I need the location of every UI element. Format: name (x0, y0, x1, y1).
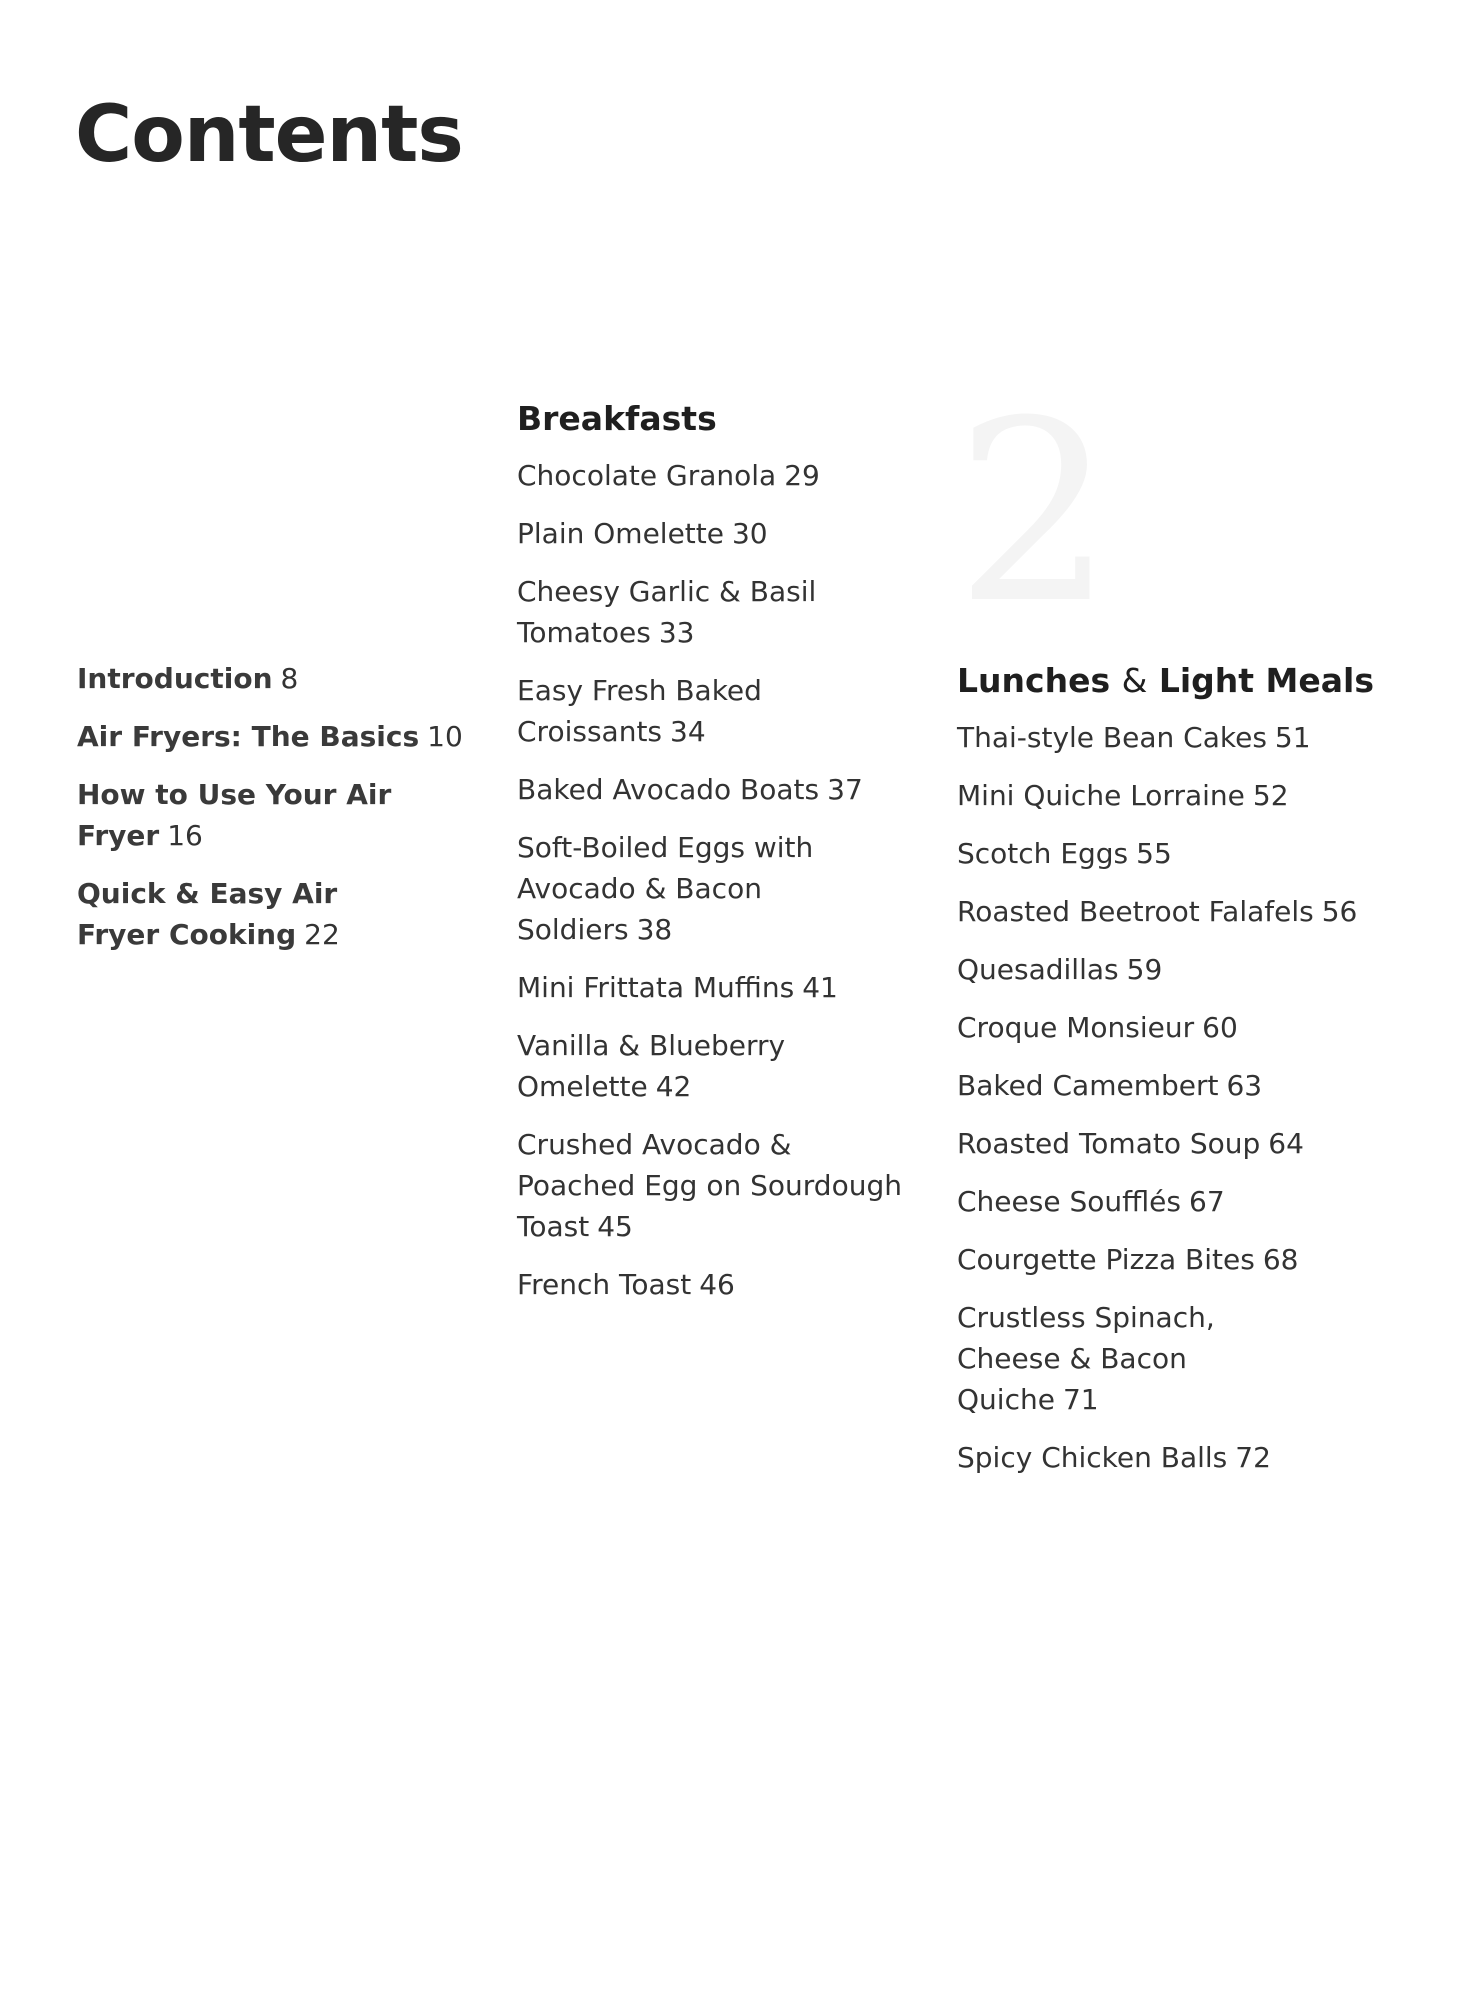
toc-entry[interactable] (517, 670, 907, 752)
toc-entry[interactable] (957, 1007, 1397, 1048)
toc-entry-quick-easy[interactable] (77, 873, 407, 955)
toc-entry-title: Roasted Beetroot Falafels (957, 894, 1314, 928)
toc-entry[interactable] (957, 717, 1397, 758)
toc-entry-title: Air Fryers: The Basics (77, 720, 420, 753)
toc-entry-page: 60 (1202, 1010, 1238, 1044)
toc-entry-page: 51 (1274, 720, 1311, 754)
toc-entry-page: 71 (1062, 1382, 1099, 1416)
toc-entry-page: 16 (167, 819, 203, 852)
section-heading-ampersand: & (1121, 661, 1148, 700)
toc-entry[interactable] (517, 513, 917, 554)
toc-entry[interactable] (517, 571, 817, 653)
toc-entry-title: Plain Omelette (517, 516, 724, 550)
chapter-number: 2 (955, 367, 1115, 658)
toc-entry-page: 37 (827, 772, 863, 806)
toc-entry-title: Cheesy Garlic & Basil Tomatoes (517, 574, 817, 649)
toc-entry[interactable] (957, 775, 1397, 816)
toc-entry-title: French Toast (517, 1267, 692, 1301)
toc-entry-title: Quesadillas (957, 952, 1119, 986)
toc-entry-title: Baked Avocado Boats (517, 772, 820, 806)
toc-entry[interactable] (957, 949, 1397, 990)
toc-entry-title: Crustless Spinach, Cheese & Bacon Quiche (957, 1300, 1215, 1416)
toc-entry-page: 52 (1252, 778, 1289, 812)
toc-entry-page: 67 (1189, 1184, 1225, 1218)
toc-entry[interactable] (957, 891, 1397, 932)
toc-entry[interactable] (957, 1239, 1397, 1280)
toc-entry-page: 55 (1136, 836, 1172, 870)
toc-entry-title: Mini Frittata Muffins (517, 970, 795, 1004)
toc-entry-title: Soft-Boiled Eggs with Avocado & Bacon Soldiers (517, 830, 814, 946)
toc-entry-how-to-use[interactable] (77, 774, 477, 856)
toc-entry-title: Courgette Pizza Bites (957, 1242, 1255, 1276)
toc-entry[interactable] (517, 1025, 912, 1107)
toc-entry-air-fryers-basics[interactable] (77, 716, 477, 757)
toc-entry-title: Crushed Avocado & Poached Egg on Sourdough Toast (517, 1127, 902, 1243)
intro-column (77, 658, 477, 972)
toc-entry-page: 22 (304, 918, 340, 951)
toc-entry[interactable] (517, 1124, 912, 1247)
toc-entry-page: 72 (1235, 1440, 1271, 1474)
toc-entry[interactable] (957, 1181, 1397, 1222)
toc-entry[interactable] (957, 1123, 1397, 1164)
toc-entry-title: Introduction (77, 662, 273, 695)
toc-entry[interactable] (517, 1264, 917, 1305)
toc-entry-page: 30 (731, 516, 768, 550)
toc-entry[interactable] (957, 1297, 1327, 1420)
breakfasts-column (517, 398, 917, 1322)
toc-entry-page: 59 (1126, 952, 1163, 986)
toc-entry-page: 45 (597, 1209, 633, 1243)
toc-entry[interactable] (957, 833, 1397, 874)
section-heading-part: Lunches (957, 661, 1111, 700)
toc-entry-title: Roasted Tomato Soup (957, 1126, 1261, 1160)
toc-entry-title: Vanilla & Blueberry Omelette (517, 1028, 786, 1103)
section-heading-breakfasts: Breakfasts (517, 399, 717, 438)
toc-entry[interactable] (517, 769, 917, 810)
toc-entry-title: Spicy Chicken Balls (957, 1440, 1228, 1474)
toc-entry[interactable] (957, 1065, 1397, 1106)
toc-entry[interactable] (517, 827, 912, 950)
toc-entry-title: Croque Monsieur (957, 1010, 1195, 1044)
section-heading-lunches (957, 660, 1397, 703)
toc-entry-title: Thai-style Bean Cakes (957, 720, 1267, 754)
toc-entry-page: 38 (636, 912, 673, 946)
toc-entry-title: Mini Quiche Lorraine (957, 778, 1245, 812)
toc-entry-page: 10 (427, 720, 463, 753)
toc-entry-title: Scotch Eggs (957, 836, 1129, 870)
toc-entry-title: Baked Camembert (957, 1068, 1219, 1102)
toc-entry-title: How to Use Your Air Fryer (77, 778, 392, 852)
toc-entry-page: 29 (784, 458, 820, 492)
toc-entry-page: 64 (1268, 1126, 1304, 1160)
toc-entry-page: 8 (280, 662, 299, 695)
lunches-column (957, 410, 1397, 1495)
toc-entry-title: Cheese Soufflés (957, 1184, 1181, 1218)
section-heading-part: Light Meals (1158, 661, 1374, 700)
toc-entry-title: Easy Fresh Baked Croissants (517, 673, 762, 748)
toc-entry-page: 68 (1262, 1242, 1299, 1276)
toc-entry-page: 41 (802, 970, 838, 1004)
toc-entry-page: 33 (658, 615, 695, 649)
page-title: Contents (75, 90, 463, 180)
toc-entry-introduction[interactable] (77, 658, 477, 699)
toc-entry-title: Chocolate Granola (517, 458, 777, 492)
toc-entry-page: 46 (699, 1267, 735, 1301)
toc-entry-page: 42 (655, 1069, 692, 1103)
toc-entry[interactable] (517, 455, 917, 496)
toc-entry-title: Quick & Easy Air Fryer Cooking (77, 877, 338, 951)
toc-entry-page: 34 (670, 714, 706, 748)
toc-entry[interactable] (957, 1437, 1397, 1478)
toc-entry-page: 56 (1321, 894, 1358, 928)
toc-entry-page: 63 (1226, 1068, 1263, 1102)
toc-entry[interactable] (517, 967, 917, 1008)
